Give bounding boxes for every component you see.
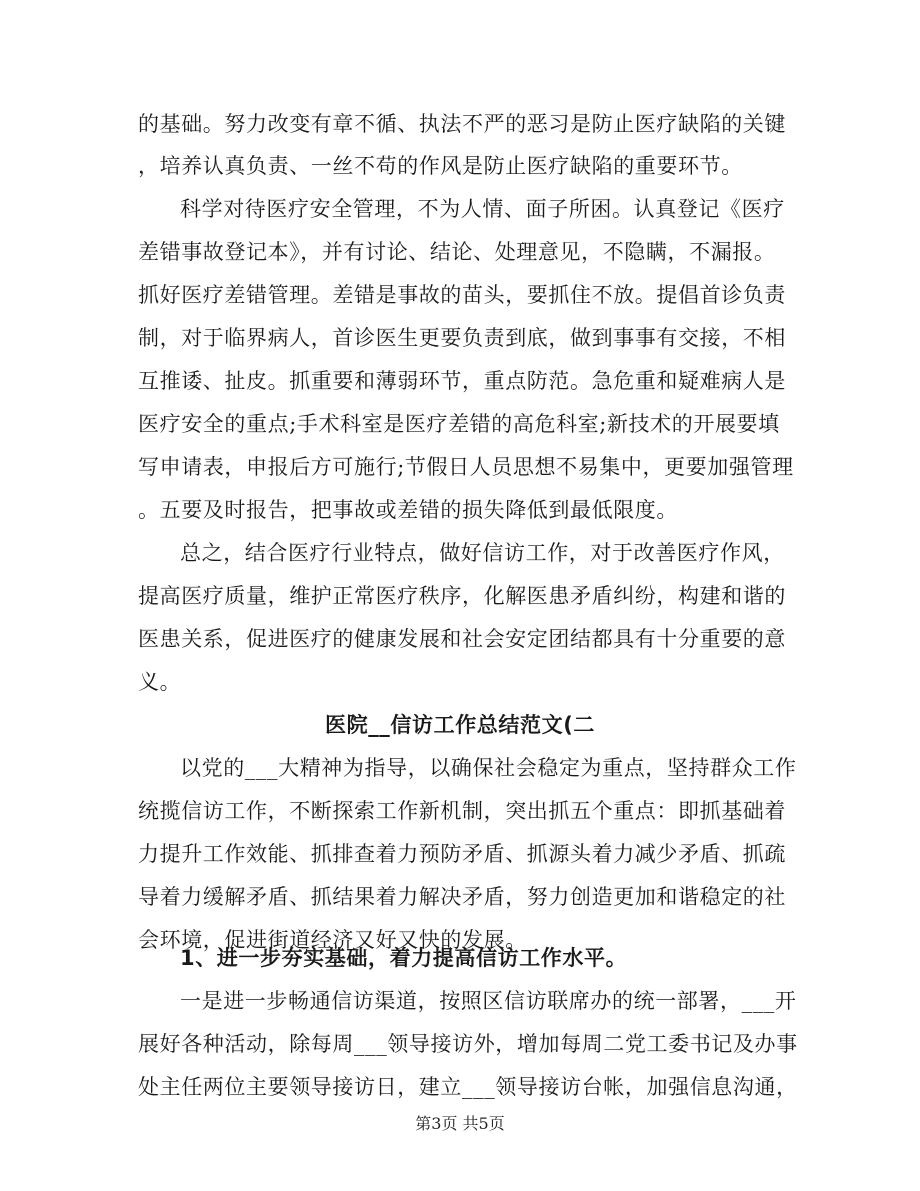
paragraph-line: 提高医疗质量，维护正常医疗秩序，化解医患矛盾纠纷，构建和谐的 [138,584,786,608]
subsection-heading: 1、进一步夯实基础，着力提高信访工作水平。 [180,946,628,970]
paragraph-line: 总之，结合医疗行业特点，做好信访工作，对于改善医疗作风， [180,541,785,565]
paragraph-line: 义。 [138,670,182,694]
page-footer: 第3页 共5页 [415,1114,505,1133]
paragraph-line: 医疗安全的重点;手术科室是医疗差错的高危科室;新技术的开展要填 [138,412,780,436]
section-title: 医院__信访工作总结范文(二 [325,713,595,737]
paragraph-line: 写申请表，申报后方可施行;节假日人员思想不易集中，更要加强管理 [138,455,794,479]
paragraph-line: 处主任两位主要领导接访日，建立___领导接访台帐，加强信息沟通， [138,1075,798,1099]
paragraph-line: 以党的___大精神为指导，以确保社会稳定为重点，坚持群众工作 [180,756,797,780]
paragraph-line: 展好各种活动，除每周___领导接访外，增加每周二党工委书记及办事 [138,1032,798,1056]
paragraph-line: 医患关系，促进医疗的健康发展和社会安定团结都具有十分重要的意 [138,627,786,651]
paragraph-line: 差错事故登记本》，并有讨论、结论、处理意见，不隐瞒，不漏报。 [138,240,776,264]
paragraph-line: 的基础。努力改变有章不循、执法不严的恶习是防止医疗缺陷的关键 [138,112,786,136]
paragraph-line: 会环境，促进街道经济又好又快的发展。 [138,928,527,952]
paragraph-line: 一是进一步畅通信访渠道，按照区信访联席办的统一部署，___开 [180,989,797,1013]
paragraph-line: 互推诿、扯皮。抓重要和薄弱环节，重点防范。急危重和疑难病人是 [138,369,786,393]
paragraph-line: 科学对待医疗安全管理，不为人情、面子所困。认真登记《医疗 [180,197,785,221]
paragraph-line: 统揽信访工作，不断探索工作新机制，突出抓五个重点：即抓基础着 [138,799,786,823]
paragraph-line: 制，对于临界病人，首诊医生更要负责到底，做到事事有交接，不相 [138,326,786,350]
paragraph-line: 力提升工作效能、抓排查着力预防矛盾、抓源头着力减少矛盾、抓疏 [138,842,786,866]
paragraph-line: ，培养认真负责、一丝不苟的作风是防止医疗缺陷的重要环节。 [138,154,743,178]
paragraph-line: 导着力缓解矛盾、抓结果着力解决矛盾，努力创造更加和谐稳定的社 [138,885,786,909]
paragraph-line: 抓好医疗差错管理。差错是事故的苗头，要抓住不放。提倡首诊负责 [138,283,786,307]
paragraph-line: 。五要及时报告，把事故或差错的损失降低到最低限度。 [138,498,678,522]
